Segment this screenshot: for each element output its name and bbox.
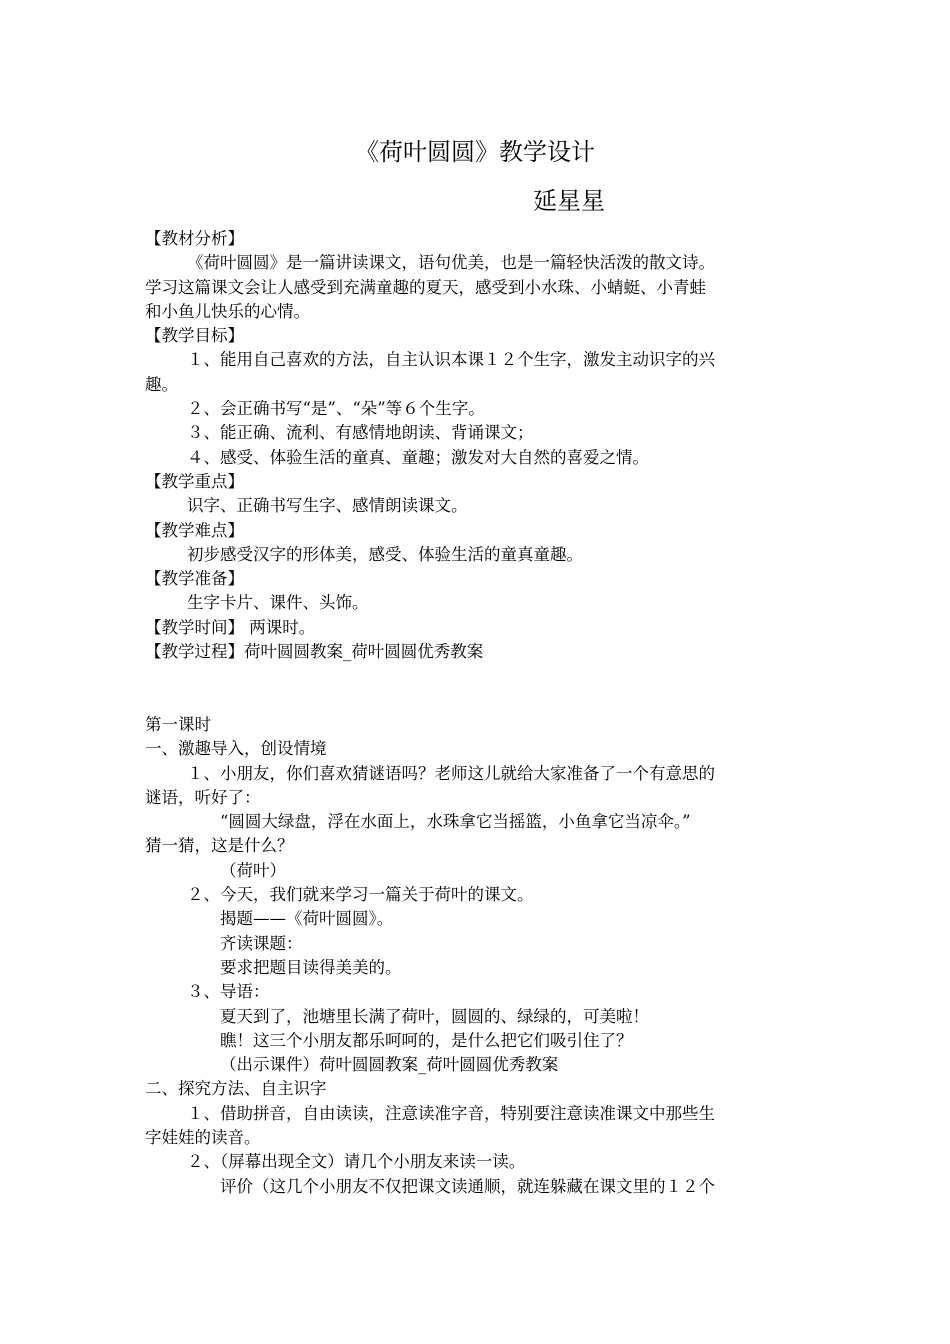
text-line: ３、能正确、流利、有感情地朗读、背诵课文；	[187, 423, 534, 443]
document-body	[145, 227, 807, 1199]
text-line: 【教材分析】	[145, 229, 244, 248]
text-line: 【教学目标】	[145, 326, 244, 346]
text-line: 谜语，听好了：	[145, 787, 261, 807]
text-line: 揭题——《荷叶圆圆》。	[220, 909, 394, 929]
text-line: “圆圆大绿盘，浮在水面上，水珠拿它当摇篮，小鱼拿它当凉伞。”	[220, 812, 691, 832]
text-line: ２、会正确书写“是”、“朵”等６个生字。	[187, 399, 485, 419]
text-line: ３、导语：	[187, 982, 270, 1002]
text-line: ２、今天，我们就来学习一篇关于荷叶的课文。	[187, 885, 534, 905]
text-line: ２、（屏幕出现全文）请几个小朋友来读一读。	[187, 1152, 526, 1172]
text-line: 要求把题目读得美美的。	[220, 957, 402, 977]
text-line: ４、感受、体验生活的童真、童趣；激发对大自然的喜爱之情。	[187, 447, 649, 467]
text-line: 学习这篇课文会让人感受到充满童趣的夏天，感受到小水珠、小蜻蜓、小青蛙	[145, 277, 706, 297]
text-line: （出示课件）荷叶圆圆教案_荷叶圆圆优秀教案	[220, 1055, 559, 1075]
text-line: 和小鱼儿快乐的心情。	[145, 301, 310, 321]
text-line: 齐读课题：	[220, 933, 303, 953]
text-line: 一、激趣导入，创设情境	[145, 739, 327, 759]
text-line: 趣。	[145, 374, 178, 394]
document-title: 《荷叶圆圆》教学设计	[355, 138, 595, 166]
text-line: １、借助拼音，自由读读，注意读准字音，特别要注意读准课文中那些生	[187, 1103, 715, 1123]
text-line: 【教学重点】	[145, 471, 244, 491]
text-line: 猜一猜，这是什么？	[145, 836, 294, 856]
text-line: 夏天到了，池塘里长满了荷叶，圆圆的、绿绿的，可美啦！	[220, 1006, 649, 1026]
text-line: 【教学难点】	[145, 520, 244, 540]
text-line: 初步感受汉字的形体美，感受、体验生活的童真童趣。	[187, 544, 583, 564]
text-line: 字娃娃的读音。	[145, 1127, 261, 1147]
text-line: 《荷叶圆圆》是一篇讲读课文，语句优美，也是一篇轻快活泼的散文诗。	[187, 253, 715, 273]
text-line: 第一课时	[145, 714, 211, 734]
text-line: 生字卡片、课件、头饰。	[187, 593, 369, 613]
text-line: 二、探究方法、自主识字	[145, 1079, 327, 1099]
blank-gap	[145, 664, 807, 713]
text-line: 识字、正确书写生字、感情朗读课文。	[187, 496, 468, 516]
text-line: （荷叶）	[220, 860, 286, 880]
text-line: １、小朋友，你们喜欢猜谜语吗？老师这儿就给大家准备了一个有意思的	[187, 763, 715, 783]
text-line: 【教学时间】 两课时。	[145, 617, 316, 637]
text-line: 瞧！这三个小朋友都乐呵呵的，是什么把它们吸引住了？	[220, 1030, 633, 1050]
text-line: 评价（这几个小朋友不仅把课文读通顺，就连躲藏在课文里的１２个	[220, 1176, 715, 1196]
text-line: １、能用自己喜欢的方法，自主认识本课１２个生字，激发主动识字的兴	[187, 350, 715, 370]
text-line: 【教学过程】荷叶圆圆教案_荷叶圆圆优秀教案	[145, 642, 484, 662]
document-author: 延星星	[533, 187, 605, 215]
text-line: 【教学准备】	[145, 569, 244, 589]
